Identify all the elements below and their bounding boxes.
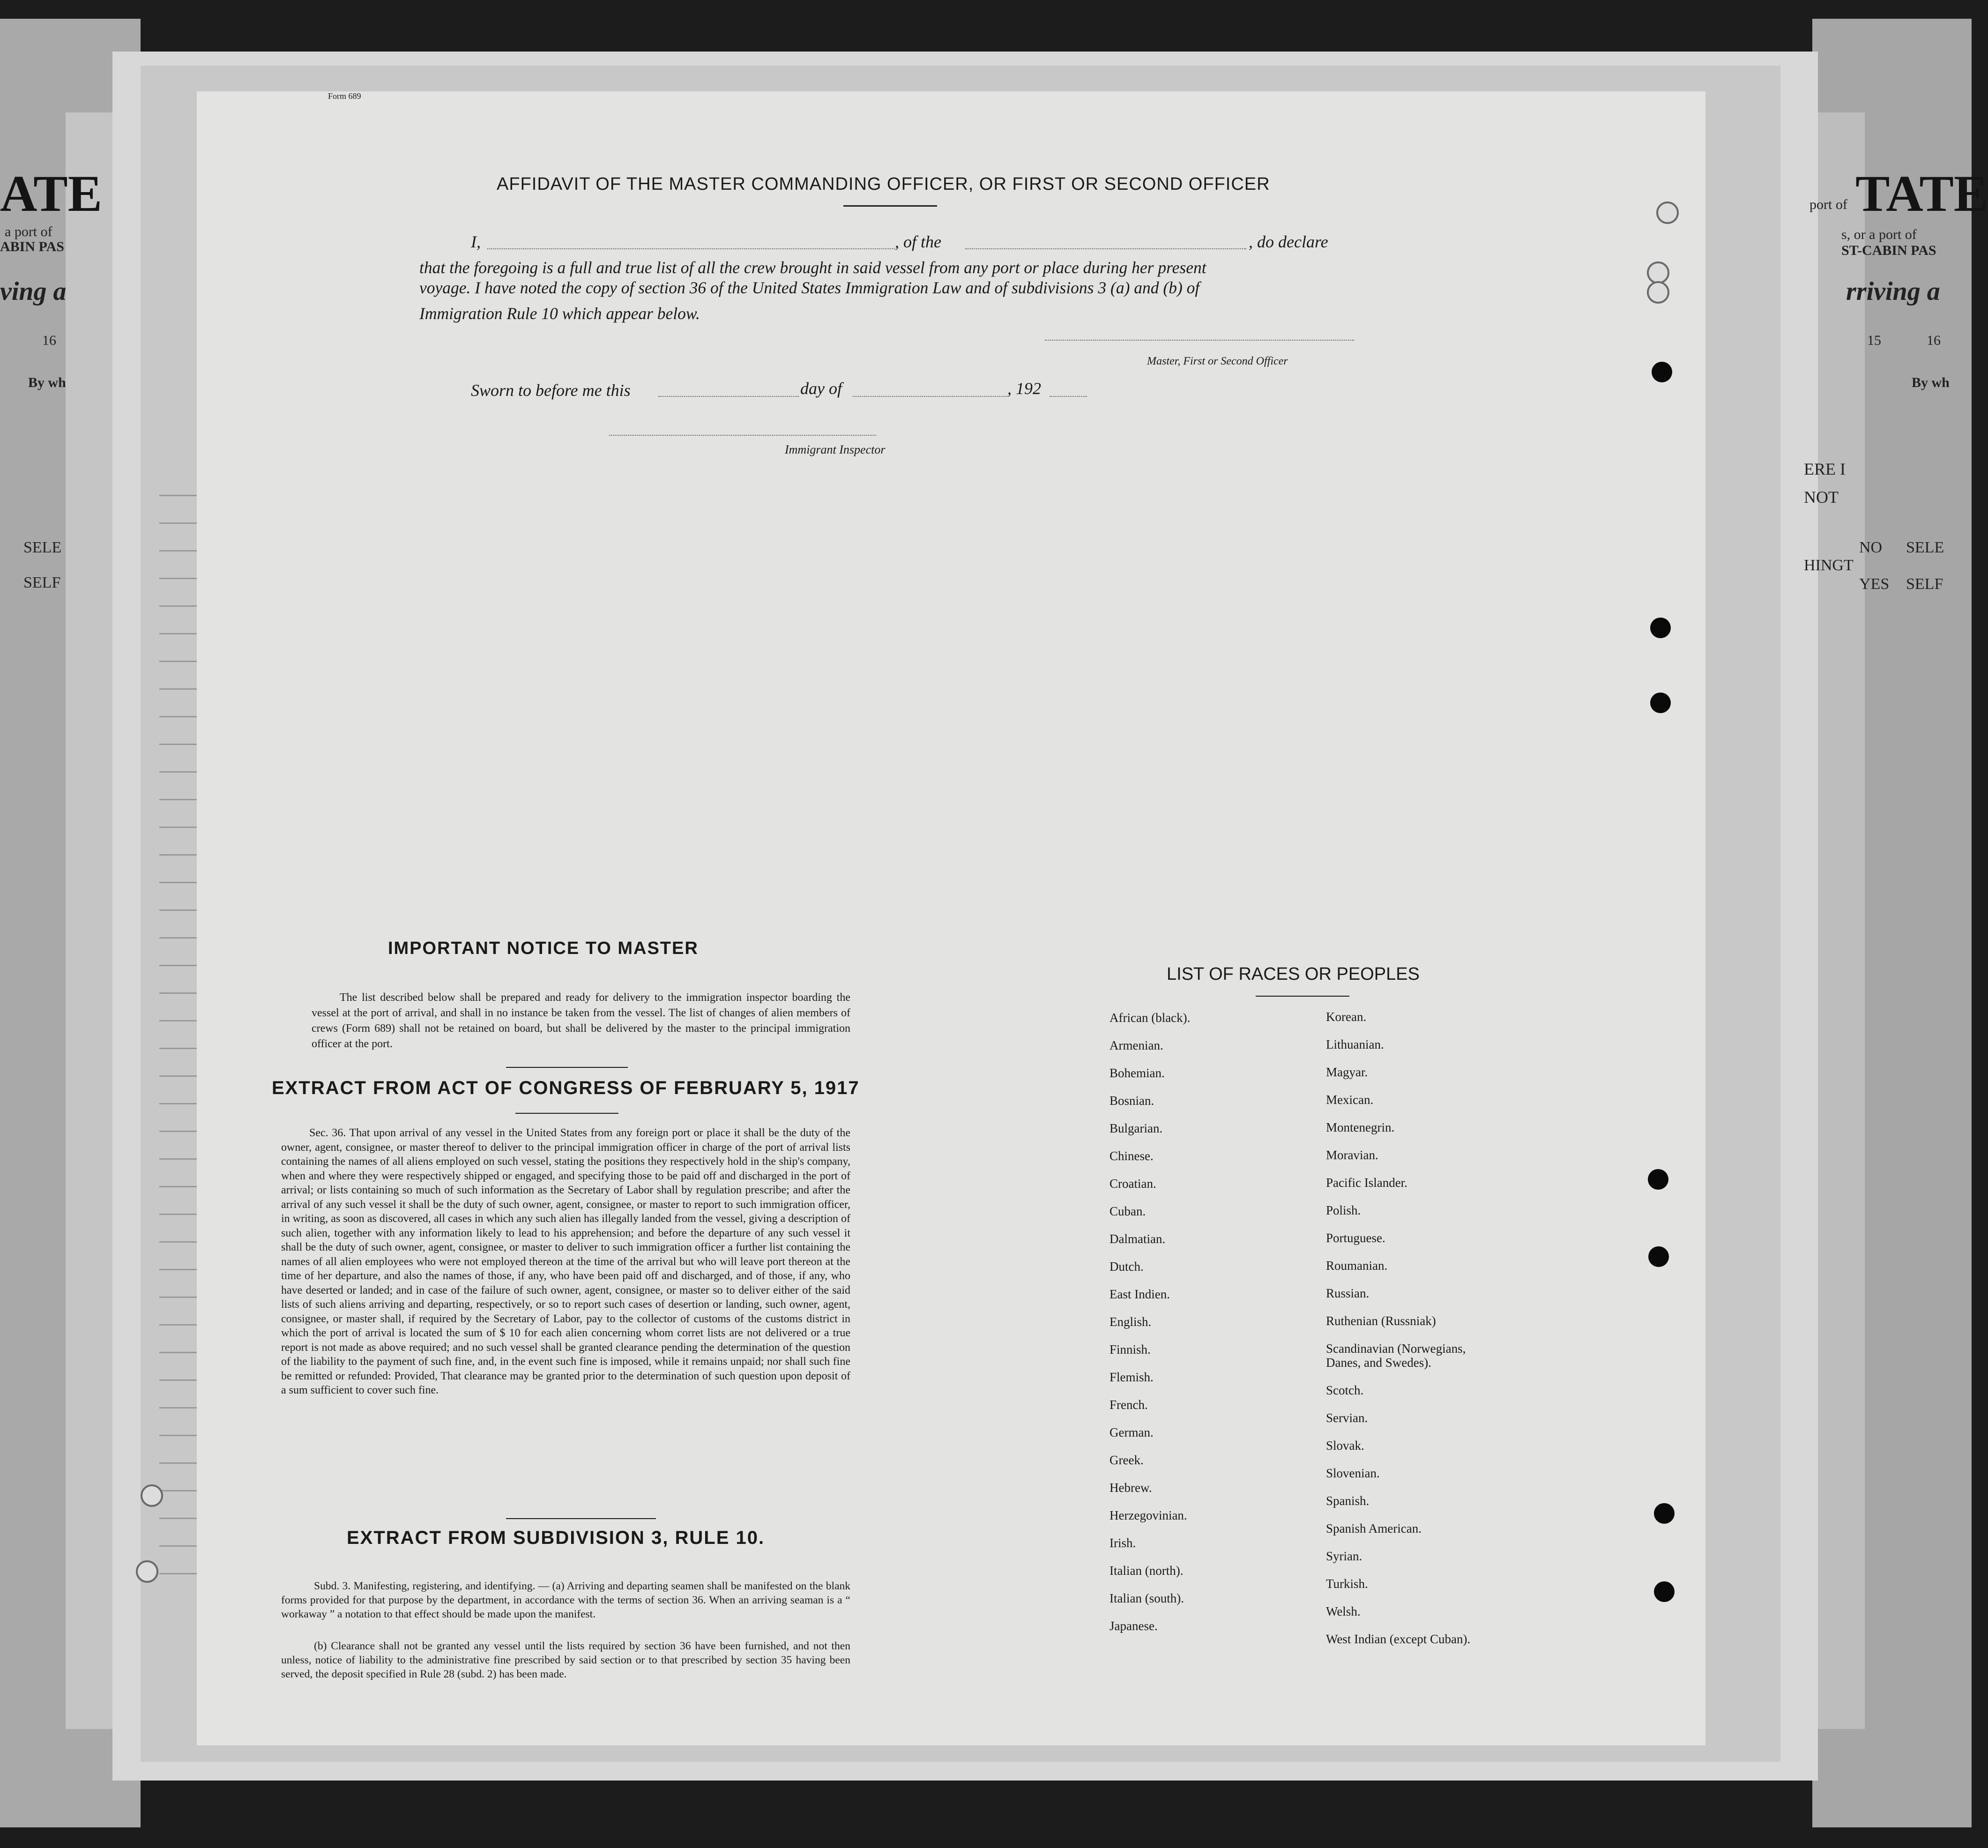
race-item: Portuguese. [1326,1231,1385,1245]
extract-rule-para-b: (b) Clearance shall not be granted any vessel until the lists required by section 36 have been furnished, and not then unless, notice of liability to the administrative fine prescribed by said section or to that prescribed by section 35 having been served, the deposit specified in Rule 28 (subd. 2) has been made. [281,1640,850,1680]
race-item: Montenegrin. [1326,1120,1395,1134]
affidavit-title: AFFIDAVIT OF THE MASTER COMMANDING OFFICER, OR FIRST OR SECOND OFFICER [497,174,1270,194]
race-item: Mexican. [1326,1093,1374,1107]
race-item: Japanese. [1109,1619,1158,1633]
right-fragment-text: ERE I [1804,460,1846,478]
race-item: Italian (north). [1109,1564,1184,1578]
right-fragment-text: 15 [1867,333,1881,348]
punch-hole [1648,1246,1669,1267]
notice-title: IMPORTANT NOTICE TO MASTER [388,939,699,958]
right-fragment-text: By wh [1912,375,1950,390]
race-item: Lithuanian. [1326,1037,1384,1051]
notice-body: The list described below shall be prepared and ready for delivery to the immigration inspector boarding the vessel at the port of arrival, and shall in no instance be taken from the vessel. The list of changes of alien members of crews (Form 689) shall not be retained on board, but shall be delivered by the master to the principal immigration officer at the port. [312,991,850,1050]
race-item: Bosnian. [1109,1094,1154,1108]
affidavit-body-line: Immigration Rule 10 which appear below. [419,304,700,323]
race-item: Ruthenian (Russniak) [1326,1314,1436,1328]
year-label: , 192 [1007,379,1041,398]
punch-hole [1652,362,1672,382]
race-item: Slovak. [1326,1438,1364,1453]
title-underline [843,205,937,207]
races-title: LIST OF RACES OR PEOPLES [1167,964,1420,984]
right-fragment-text: NO [1859,539,1883,556]
sworn-label: Sworn to before me this [471,381,631,400]
left-fragment-text: SELE [23,539,62,556]
signature-caption: Master, First or Second Officer [1147,355,1288,367]
punch-hole [136,1560,158,1583]
inspector-caption: Immigrant Inspector [785,443,886,456]
affidavit-body-line: voyage. I have noted the copy of section 36 of the United States Immigration Law and of subdivisions 3 (a) and (b) of [419,278,1200,297]
year-blank [1050,396,1087,397]
race-item: Pacific Islander. [1326,1176,1407,1190]
extract-act-body: Sec. 36. That upon arrival of any vessel in the United States from any foreign port or place it shall be the duty of the owner, agent, consignee, or master thereof to deliver to the principal immigration officer in charge of the port of arrival lists containing the names of all aliens employed on such vessel, stating the positions they respectively hold in the ship's company, when and where they were respectively shipped or engaged, and specifying those to be paid off and discharged in the port of arrival; or lists containing so much of such information as the Secretary of Labor shall by regulation prescribe; and after the arrival of any such vessel it shall be the duty of such owner, agent, consignee, or master to report to such immigration officer, in writing, as soon as discovered, all cases in which any such alien has illegally landed from the vessel, giving a description of such alien, together with any information likely to lead to his apprehension; and before the departure of any such vessel it shall be the duty of such owner, agent, consignee, or master to deliver to such immigration officer a further list containing the names of all alien employees who were not employed thereon at the time of the arrival but who will leave port thereon at the time of her departure, and also the names of those, if any, who have been paid off and discharged, and of those, if any, who have deserted or landed; and in case of the failure of such owner, agent, consignee, or master so to deliver either of the said lists of such aliens arriving and departing, respectively, or so to report such cases of desertion or landing, such owner, agent, consignee, or master shall, if required by the Secretary of Labor, pay to the collector of customs of the customs district in which the port of arrival is located the sum of $ 10 for each alien concerning whom corret lists are not delivered or a true report is not made as above required; and no such vessel shall be granted clearance pending the determination of the question of the liability to the payment of such fine, and, in the event such fine is imposed, while it remains unpaid; nor shall such fine be remitted or refunded: Provided, That clearance may be granted prior to the determination of such question upon deposit of a sum sufficient to cover such fine. [281,1127,850,1396]
punch-hole [1648,1169,1668,1190]
punch-hole [1650,618,1671,638]
left-fragment-text: ABIN PAS [0,239,64,254]
right-fragment-text: SELF [1906,575,1943,593]
day-of-label: day of [800,379,842,398]
race-item: Irish. [1109,1536,1136,1550]
race-item: Dutch. [1109,1259,1144,1274]
race-item: Finnish. [1109,1342,1151,1356]
race-item: African (black). [1109,1011,1191,1025]
punch-hole [1647,261,1669,284]
punch-hole [1654,1503,1675,1524]
race-item: Polish. [1326,1203,1361,1217]
day-blank [658,396,799,397]
affidavit-i-label: I, [471,232,481,251]
name-blank [487,248,895,249]
extract-rule-title: EXTRACT FROM SUBDIVISION 3, RULE 10. [347,1528,765,1548]
inspector-line [609,435,876,436]
ruled-margin [159,469,197,1593]
race-item: Hebrew. [1109,1481,1152,1495]
right-fragment-text: YES [1859,575,1890,593]
right-fragment-text: SELE [1906,539,1944,556]
race-item: Roumanian. [1326,1259,1388,1273]
race-item: Welsh. [1326,1604,1361,1618]
affidavit-do-declare: , do declare [1249,232,1328,251]
right-fragment-title: TATE [1855,165,1988,222]
race-item: Herzegovinian. [1109,1508,1187,1522]
race-item: Croatian. [1109,1177,1156,1191]
left-fragment-text: 16 [42,333,56,348]
left-fragment-title: ATE [0,165,103,222]
race-item: Chinese. [1109,1149,1154,1163]
right-fragment-text: NOT [1804,488,1839,507]
race-item: Bulgarian. [1109,1121,1163,1135]
right-fragment-text: port of [1809,197,1847,212]
right-fragment-text: 16 [1927,333,1941,348]
race-item: Korean. [1326,1010,1367,1024]
section-divider [515,1113,618,1114]
race-item: East Indien. [1109,1287,1170,1301]
race-item: Armenian. [1109,1038,1163,1052]
race-item: German. [1109,1425,1154,1439]
form-number: Form 689 [328,91,361,101]
race-item: Moravian. [1326,1148,1378,1162]
race-item: Russian. [1326,1286,1370,1300]
race-item: Turkish. [1326,1577,1368,1591]
punch-hole [1654,1581,1675,1602]
extract-act-title: EXTRACT FROM ACT OF CONGRESS OF FEBRUARY 5, 1917 [272,1078,860,1098]
race-item: Flemish. [1109,1370,1154,1384]
race-item: Danes, and Swedes). [1326,1356,1431,1370]
month-blank [853,396,1007,397]
affidavit-body-line: that the foregoing is a full and true list of all the crew brought in said vessel from any port or place during her present [419,258,1206,277]
race-item: Cuban. [1109,1204,1146,1218]
race-item: Scotch. [1326,1383,1364,1397]
race-item: Slovenian. [1326,1466,1380,1480]
race-item: Dalmatian. [1109,1232,1166,1246]
race-item: Servian. [1326,1411,1368,1425]
left-fragment-text: ving a [0,277,67,306]
race-item: West Indian (except Cuban). [1326,1632,1471,1646]
right-fragment-text: HINGT [1804,557,1854,574]
left-fragment-text: SELF [23,574,61,591]
signature-line [1045,340,1354,341]
left-fragment-text: a port of [5,224,52,239]
left-fragment-text: By wh [28,375,66,390]
race-item: Greek. [1109,1453,1144,1467]
race-item: Magyar. [1326,1065,1368,1079]
race-item: Bohemian. [1109,1066,1165,1080]
section-divider [506,1518,656,1519]
right-fragment-text: s, or a port of [1841,227,1917,242]
crew-list-page [197,91,1705,1745]
race-item: Scandinavian (Norwegians, [1326,1341,1466,1356]
race-item: French. [1109,1398,1148,1412]
race-item: Spanish American. [1326,1521,1422,1535]
section-divider [506,1067,628,1068]
punch-hole [1647,281,1669,304]
race-item: Spanish. [1326,1494,1370,1508]
punch-hole [1650,693,1671,713]
races-title-underline [1256,996,1349,997]
race-item: Syrian. [1326,1549,1363,1563]
affidavit-of-the: , of the [895,232,941,251]
race-item: English. [1109,1315,1152,1329]
extract-rule-para-a: Subd. 3. Manifesting, registering, and identifying. — (a) Arriving and departing seamen shall be manifested on the blank forms provided for that purpose by the department, in accordance with the terms of section 36. When an arriving seaman is a “ workaway ” a notation to that effect should be made upon the manifest. [281,1580,850,1620]
punch-hole [1656,201,1679,224]
right-fragment-text: ST-CABIN PAS [1841,243,1936,258]
right-fragment-text: rriving a [1846,277,1940,306]
race-item: Italian (south). [1109,1591,1184,1605]
vessel-blank [965,248,1246,249]
punch-hole [141,1484,163,1507]
